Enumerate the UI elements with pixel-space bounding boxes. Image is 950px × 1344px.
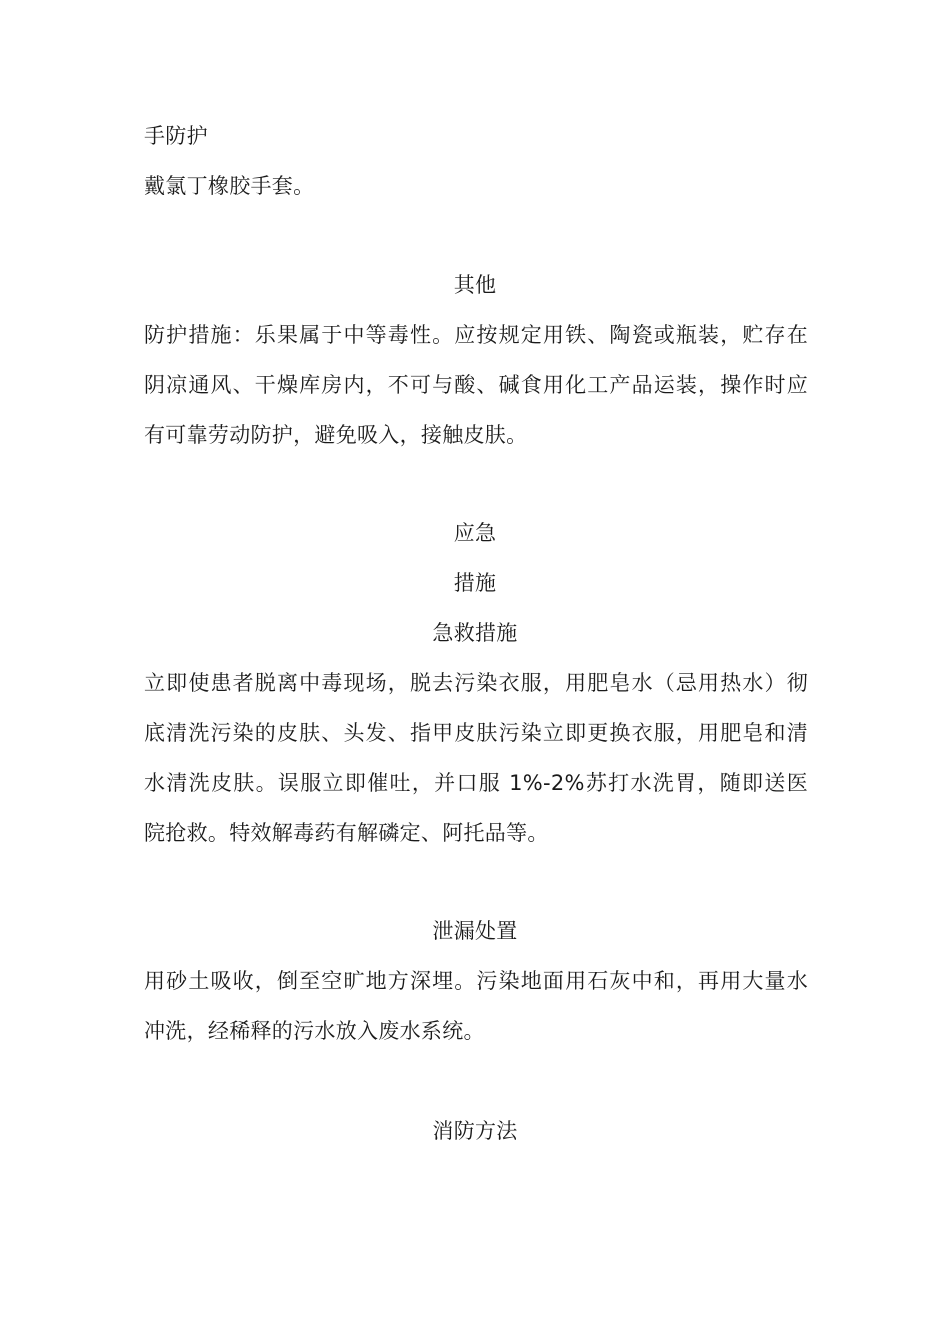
hand-protection-text: 戴氯丁橡胶手套。 (144, 174, 315, 198)
leak-disposal-text-line-1: 用砂土吸收，倒至空旷地方深埋。污染地面用石灰中和，再用大量水 (144, 969, 808, 993)
fire-fighting-heading: 消防方法 (432, 1119, 518, 1143)
other-text-line-3: 有可靠劳动防护，避免吸入，接触皮肤。 (144, 423, 528, 447)
other-heading: 其他 (453, 273, 497, 297)
emergency-subheading: 措施 (453, 571, 497, 595)
other-text-line-1: 防护措施：乐果属于中等毒性。应按规定用铁、陶瓷或瓶装，贮存在 (144, 323, 808, 347)
hand-protection-heading: 手防护 (144, 124, 208, 148)
first-aid-text-line-1: 立即使患者脱离中毒现场，脱去污染衣服，用肥皂水（忌用热水）彻 (144, 671, 808, 695)
first-aid-text-line-2: 底清洗污染的皮肤、头发、指甲皮肤污染立即更换衣服，用肥皂和清 (144, 721, 808, 745)
leak-disposal-heading: 泄漏处置 (432, 919, 518, 943)
first-aid-heading: 急救措施 (432, 621, 518, 645)
leak-disposal-text-line-2: 冲洗，经稀释的污水放入废水系统。 (144, 1019, 485, 1043)
first-aid-text-line-4: 院抢救。特效解毒药有解磷定、阿托品等。 (144, 821, 549, 845)
emergency-heading: 应急 (453, 521, 497, 545)
first-aid-text-line-3: 水清洗皮肤。误服立即催吐，并口服 1%-2%苏打水洗胃，随即送医 (144, 771, 808, 795)
other-text-line-2: 阴凉通风、干燥库房内，不可与酸、碱食用化工产品运装，操作时应 (144, 373, 808, 397)
